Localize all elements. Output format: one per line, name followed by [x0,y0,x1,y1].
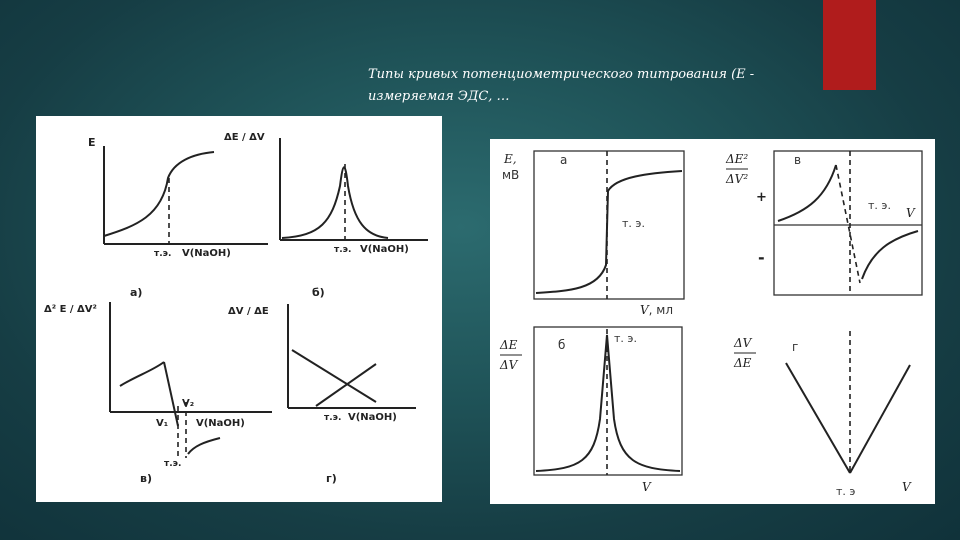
right-v-minus: - [758,248,765,267]
right-a-ylabel-2: мВ [502,168,520,182]
right-v-drop-line [836,165,860,283]
right-a-curve [536,171,682,293]
left-a-xlabel: V(NaOH) [182,248,231,259]
left-v-eq-label: т.э. [164,459,182,469]
left-b-ylabel: ΔE / ΔV [224,132,265,143]
left-b-xlabel: V(NaOH) [360,244,409,255]
right-b-peak-curve [536,335,680,471]
right-plot-b [499,327,682,494]
left-g-ylabel: ΔV / ΔE [228,306,269,317]
left-g-letter: г) [326,472,337,485]
right-v-frame [774,151,922,295]
right-g-ascending [850,365,910,473]
left-v-ylabel: Δ² E / ΔV² [44,304,97,315]
left-b-letter: б) [312,286,325,299]
left-v-xlabel: V(NaOH) [196,418,245,429]
right-b-letter: б [558,338,566,352]
right-v-ylabel-den: ΔV² [726,172,749,186]
right-a-xlabel-var: V, мл [640,303,674,317]
right-g-eq-label: т. э [836,485,856,498]
left-plot-b [224,132,428,299]
right-plot-v [725,151,922,295]
left-v-v1: V₁ [156,418,169,429]
right-a-eq-label: т. э. [622,217,645,230]
left-plot-a [88,136,268,299]
left-v-rise [120,362,164,386]
right-v-negative-branch [862,231,918,279]
left-figure-svg [36,116,442,502]
right-v-eq-label: т. э. [868,199,891,212]
left-plot-g [228,304,416,485]
left-a-letter: а) [130,286,143,299]
left-a-ylabel: E [88,136,96,149]
right-b-eq-label: т. э. [614,332,637,345]
left-v-drop [164,362,178,426]
right-plot-a [502,151,684,317]
accent-bar [823,0,876,90]
right-v-ylabel-num: ΔE² [726,152,749,166]
right-v-positive-branch [778,165,836,221]
left-v-letter: в) [140,472,152,485]
caption-line-2: измеряемая ЭДС, … [368,89,510,104]
right-a-ylabel-1: E, [504,152,517,166]
right-g-ylabel-den: ΔE [734,356,752,370]
right-g-xlabel: V [902,480,911,494]
left-figure-panel [36,116,442,502]
right-g-ylabel-num: ΔV [734,336,752,350]
right-b-ylabel-num: ΔE [500,338,518,352]
right-g-descending [786,363,850,473]
left-a-eq-label: т.э. [154,249,172,259]
right-b-xlabel: V [642,480,651,494]
left-g-eq-label: т.э. [324,413,342,423]
left-b-peak-curve [282,167,388,238]
left-b-eq-label: т.э. [334,245,352,255]
left-a-curve [104,152,214,236]
right-g-letter: г [792,340,799,354]
slide-caption [368,64,808,108]
right-a-letter: а [560,153,568,167]
right-figure-svg [490,139,935,504]
left-v-tail [188,438,220,454]
left-g-xlabel: V(NaOH) [348,412,397,423]
right-v-plus: + [756,190,767,205]
left-plot-v [44,302,272,485]
caption-line-1: Типы кривых потенциометрического титрования (Е - [368,67,755,82]
right-b-ylabel-den: ΔV [500,358,518,372]
left-v-v2: V₂ [182,398,195,409]
right-plot-g [733,331,912,498]
right-v-letter: в [794,153,802,167]
right-figure-panel [490,139,935,504]
right-v-xlabel: V [906,206,915,220]
